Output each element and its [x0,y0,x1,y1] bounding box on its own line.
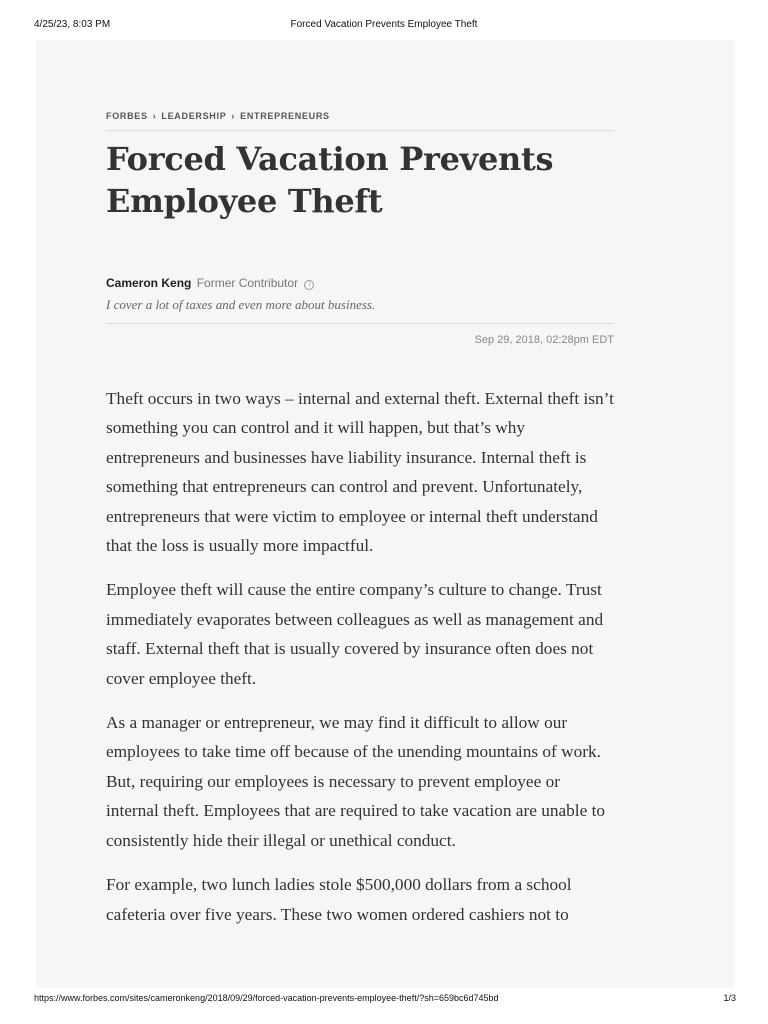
print-url: https://www.forbes.com/sites/cameronkeng/2018/09/29/forced-vacation-prevents-employee-theft/?sh=659bc6d745bd [34,993,499,1003]
breadcrumb-leadership[interactable]: LEADERSHIP [161,111,227,121]
breadcrumb [106,111,330,121]
article-paragraph: As a manager or entrepreneur, we may find it difficult to allow our employees to take time off because of the unending mountains of work. But, requiring our employees is necessary to prevent employee or internal theft. Employees that are required to take vacation are unable to consistently hide their illegal or unethical conduct. [106,713,606,850]
article-paragraph: For example, two lunch ladies stole $500,000 dollars from a school cafeteria over five years. These two women ordered cashiers not to [106,875,572,924]
chevron-right-icon: › [152,111,157,121]
print-datetime: 4/25/23, 8:03 PM [34,19,111,30]
info-icon[interactable]: i [304,280,314,290]
breadcrumb-forbes[interactable]: FORBES [106,111,148,121]
author-tagline: I cover a lot of taxes and even more about business. [106,297,376,312]
article-body [106,384,614,944]
breadcrumb-entrepreneurs[interactable]: ENTREPRENEURS [240,111,330,121]
article-paragraph: Theft occurs in two ways – internal and external theft. External theft isn’t something you can control and it will happen, but that’s why entrepreneurs and businesses have liability insurance. Internal theft is something that entrepreneurs can control and prevent. Unfortunately, entrepreneurs that were victim to employee or internal theft understand that the loss is usually more impactful. [106,389,614,556]
divider [106,130,614,131]
author-name-link[interactable]: Cameron Keng [106,276,192,290]
article-page [36,40,734,988]
print-header [0,0,768,38]
article-paragraph: Employee theft will cause the entire company’s culture to change. Trust immediately evaporates between colleagues as well as management and staff. External theft that is usually covered by insurance often does not cover employee theft. [106,580,604,688]
print-page-number: 1/3 [723,993,736,1003]
print-page-title: Forced Vacation Prevents Employee Theft [290,19,478,30]
author-role: Former Contributor [196,276,299,290]
print-footer [0,993,768,1013]
byline [106,276,314,290]
publish-date: Sep 29, 2018, 02:28pm EDT [474,334,614,346]
divider [106,323,614,324]
chevron-right-icon: › [231,111,236,121]
article-headline: Forced Vacation Prevents Employee Theft [106,140,554,220]
